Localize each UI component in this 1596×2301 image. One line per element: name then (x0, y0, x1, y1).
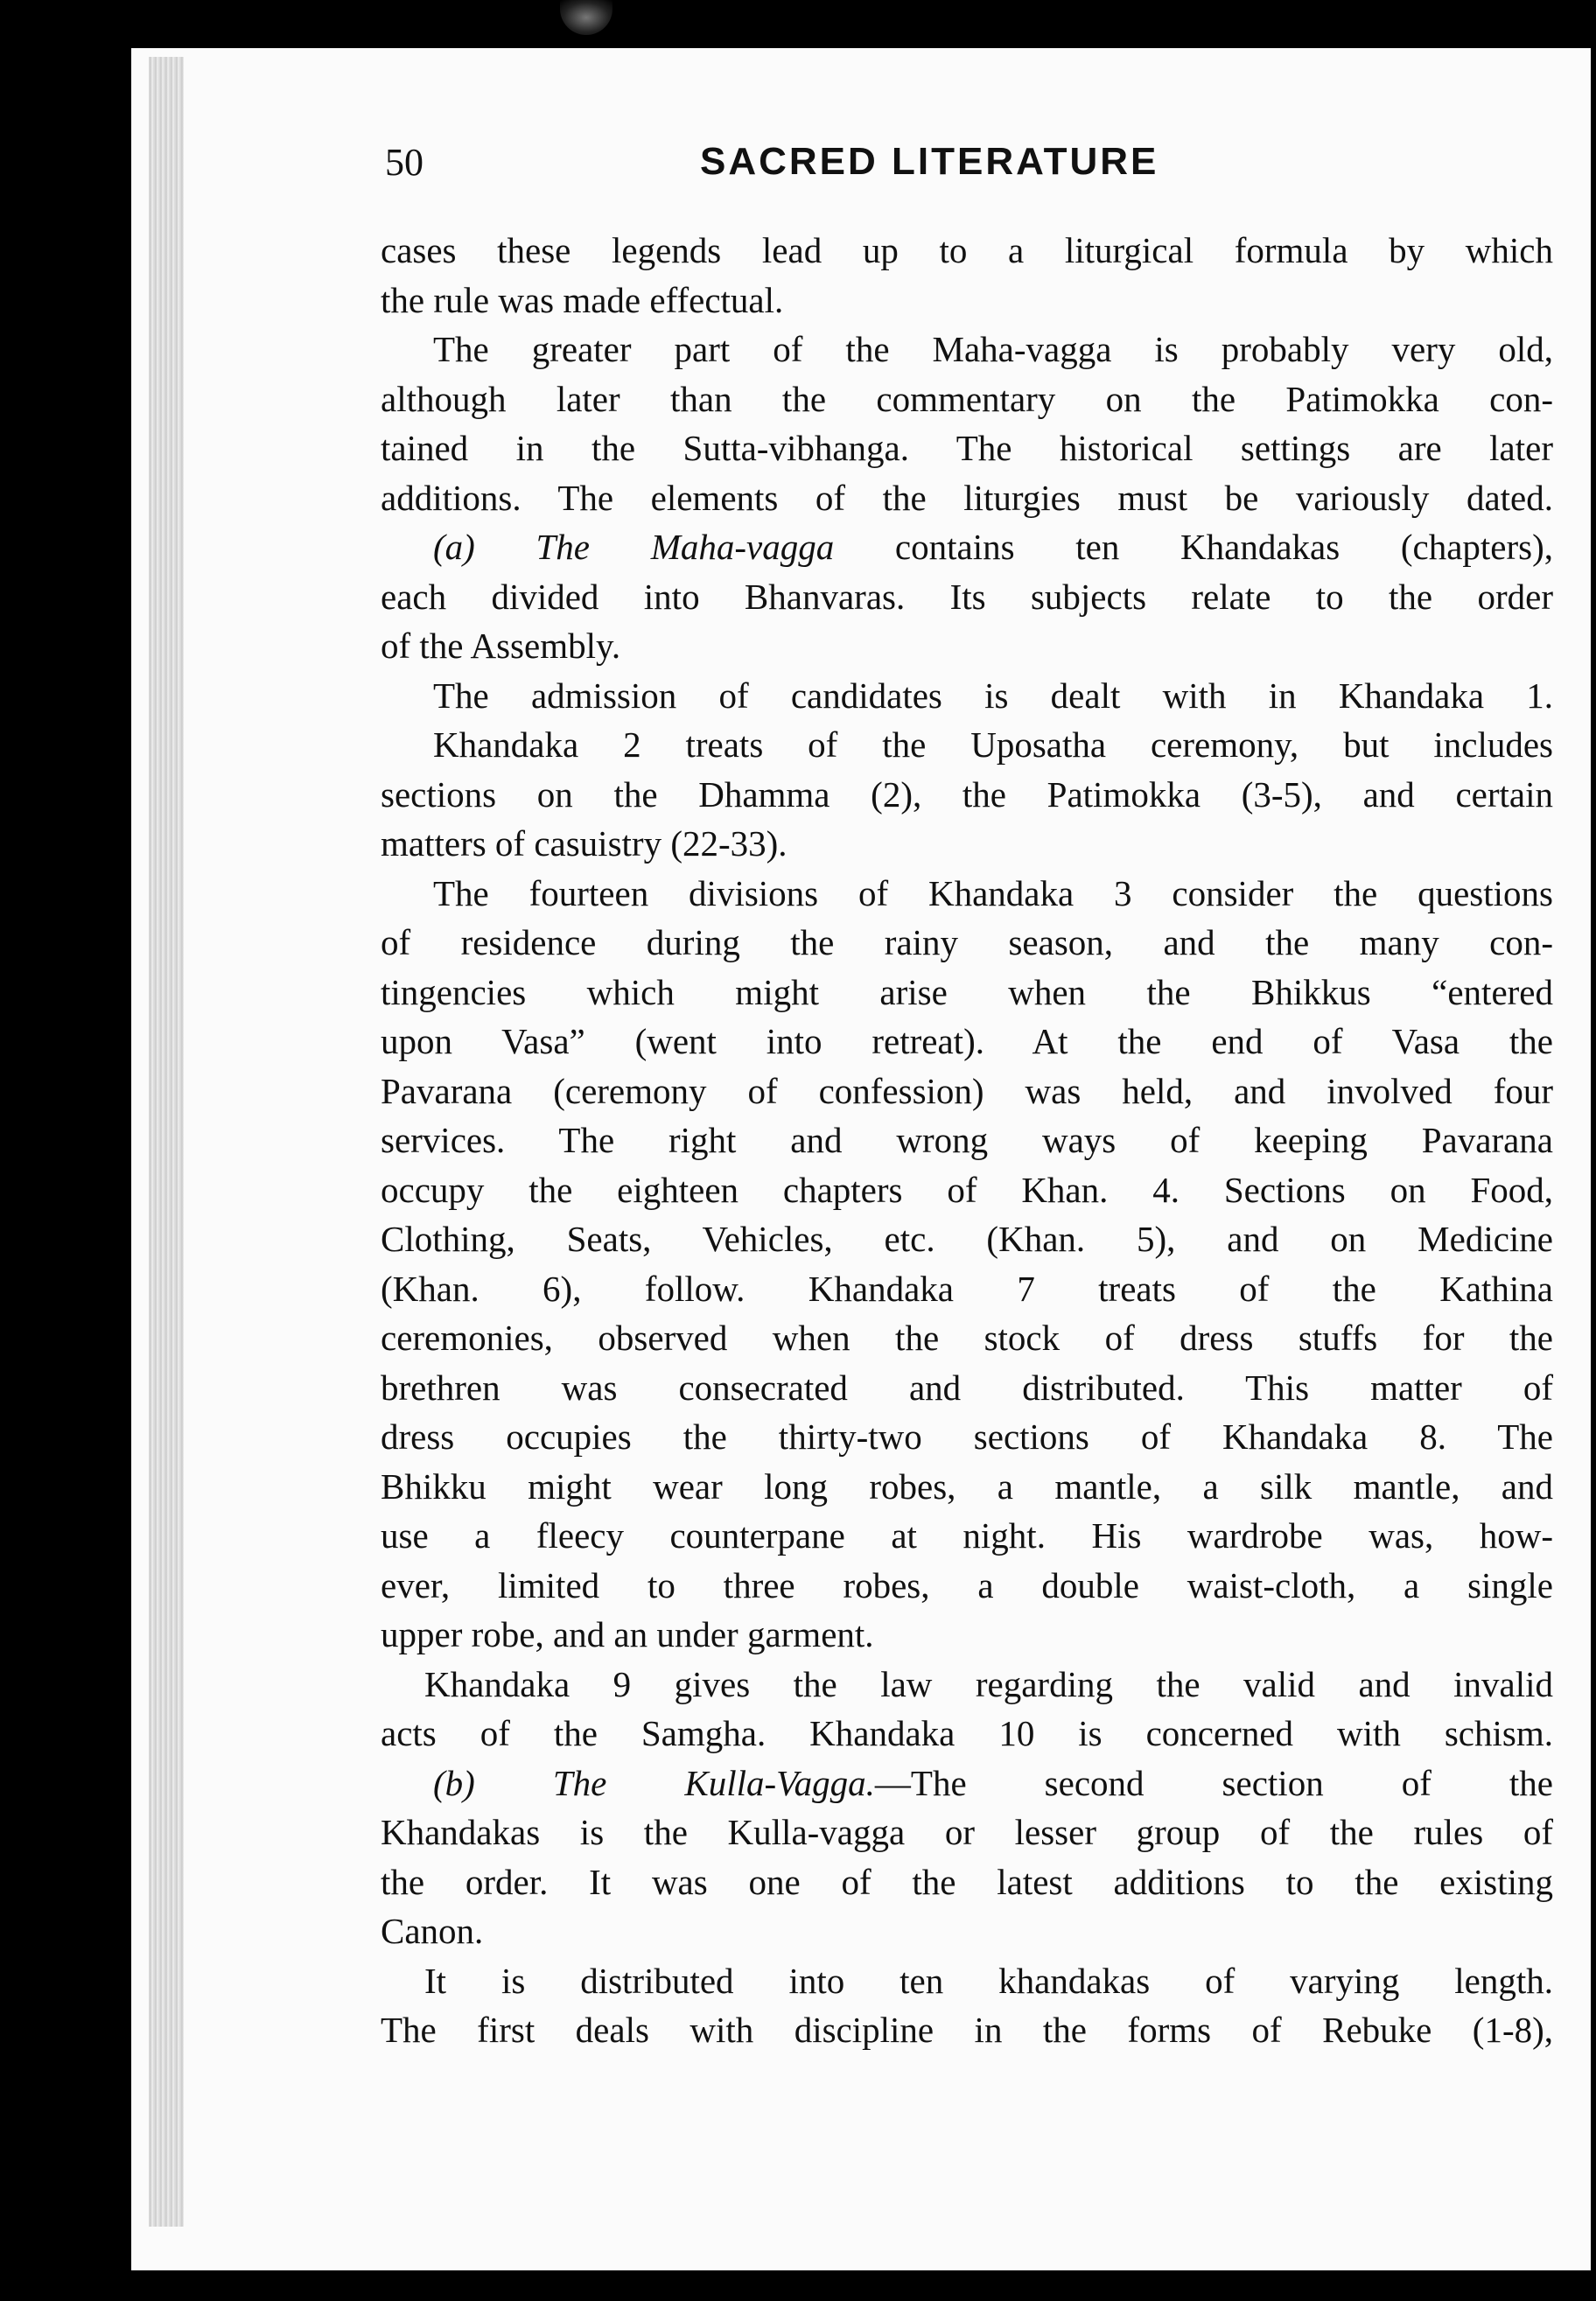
text-line-rest: contains ten Khandakas (chapters), (894, 527, 1554, 567)
text-line: The first deals with discipline in the forms of Rebuke (1-8), (381, 2010, 1553, 2050)
text-line: Pavarana (ceremony of confession) was held, and involved four (381, 1070, 1553, 1111)
kulla-vagga-heading: (b) The Kulla-Vagga. (433, 1762, 875, 1803)
text-line: The admission of candidates is dealt with in Khandaka 1. (433, 675, 1553, 716)
text-line (381, 522, 1553, 572)
maha-vagga-heading: (a) The Maha-vagga (433, 527, 835, 567)
scan-artifact (560, 0, 612, 35)
text-line: It is distributed into ten khandakas of varying length. (424, 1960, 1553, 2001)
text-line: services. The right and wrong ways of keeping Pavarana (381, 1120, 1553, 1160)
text-line: upon Vasa” (went into retreat). At the end of Vasa the (381, 1021, 1553, 1061)
text-line: The fourteen divisions of Khandaka 3 consider the questions (433, 872, 1553, 913)
text-line: cases these legends lead up to a liturgical formula by which (381, 230, 1553, 270)
text-line: ceremonies, observed when the stock of dress stuffs for the (381, 1318, 1553, 1358)
text-line: matters of casuistry (22-33). (381, 823, 788, 864)
page-gutter-shadow (149, 57, 184, 2227)
text-line: brethren was consecrated and distributed. This matter of (381, 1367, 1553, 1408)
text-line: Khandaka 2 treats of the Uposatha ceremony, but includes (433, 724, 1553, 765)
page-number: 50 (385, 141, 424, 184)
text-line: occupy the eighteen chapters of Khan. 4. Sections on Food, (381, 1169, 1553, 1210)
text-line: although later than the commentary on the Patimokka con- (381, 378, 1553, 419)
text-line: upper robe, and an under garment. (381, 1614, 874, 1654)
text-line: Canon. (381, 1911, 484, 1951)
text-line: of the Assembly. (381, 626, 621, 666)
text-line: Khandakas is the Kulla-vagga or lesser group of the rules of (381, 1812, 1553, 1852)
text-line: the order. It was one of the latest additions to the existing (381, 1861, 1553, 1902)
text-line: acts of the Samgha. Khandaka 10 is concerned with schism. (381, 1713, 1553, 1753)
running-title: SACRED LITERATURE (700, 140, 1159, 183)
text-line: dress occupies the thirty-two sections of Khandaka 8. The (381, 1416, 1553, 1457)
text-line (381, 1759, 1553, 1808)
text-line: of residence during the rainy season, and the many con- (381, 922, 1553, 962)
text-line: The greater part of the Maha-vagga is probably very old, (433, 329, 1553, 369)
text-line: ever, limited to three robes, a double waist-cloth, a single (381, 1564, 1553, 1605)
page-header (385, 140, 1558, 201)
text-line: tained in the Sutta-vibhanga. The historical settings are later (381, 428, 1553, 468)
text-line-rest: —The second section of the (874, 1762, 1553, 1803)
text-line: Clothing, Seats, Vehicles, etc. (Khan. 5), and on Medicine (381, 1219, 1553, 1259)
text-line: use a fleecy counterpane at night. His wardrobe was, how- (381, 1515, 1553, 1556)
text-line: Khandaka 9 gives the law regarding the valid and invalid (424, 1663, 1553, 1704)
text-line: Bhikku might wear long robes, a mantle, a silk mantle, and (381, 1465, 1553, 1507)
text-line: tingencies which might arise when the Bhikkus “entered (381, 971, 1553, 1012)
body-text (381, 226, 1553, 2055)
text-line: sections on the Dhamma (2), the Patimokka (3-5), and certain (381, 773, 1553, 815)
text-line: (Khan. 6), follow. Khandaka 7 treats of the Kathina (381, 1268, 1553, 1309)
text-line: each divided into Bhanvaras. Its subjects relate to the order (381, 576, 1553, 617)
text-line: the rule was made effectual. (381, 279, 784, 320)
text-line: additions. The elements of the liturgies must be variously dated. (381, 477, 1553, 518)
